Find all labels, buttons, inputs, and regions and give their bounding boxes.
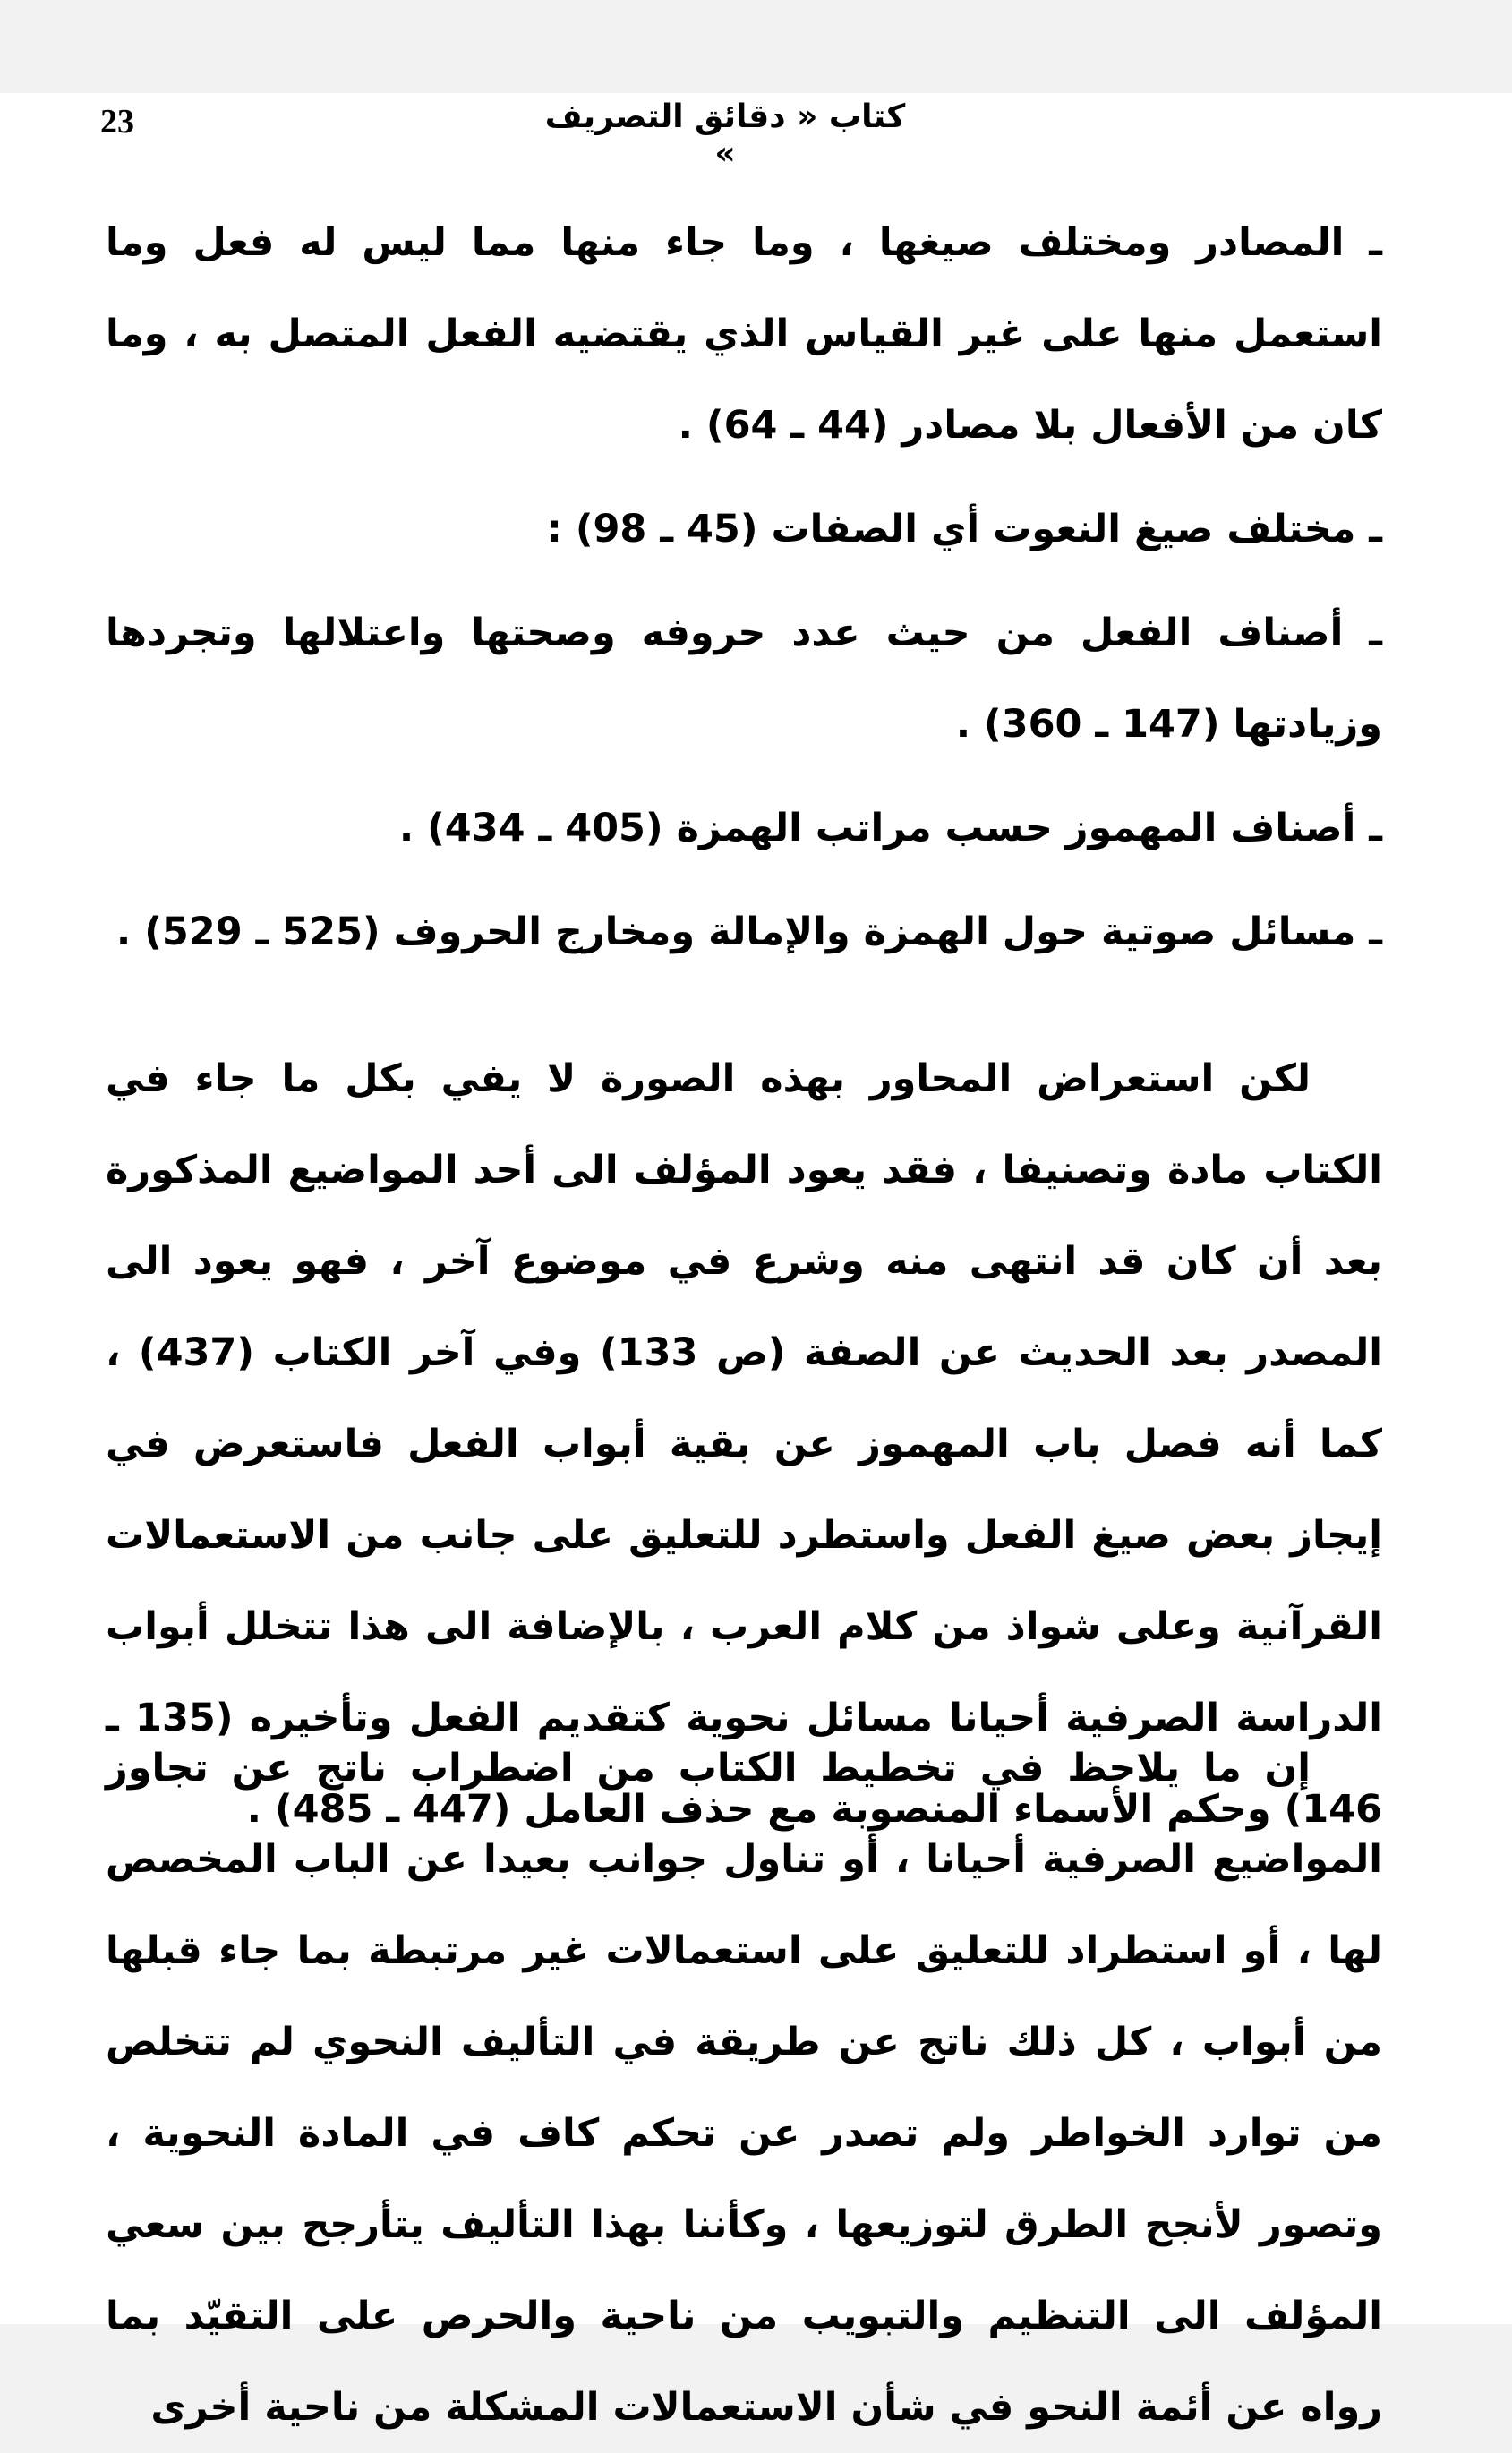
list-item: ـ أصناف الفعل من حيث عدد حروفه وصحتها واعتلالها وتجردها وزيادتها (147 ـ 360) .	[106, 611, 1382, 747]
page-header	[0, 98, 1512, 172]
running-title: كتاب « دقائق التصريف »	[544, 98, 906, 172]
book-page	[0, 93, 1512, 2430]
paragraph: لكن استعراض المحاور بهذه الصورة لا يفي بكل ما جاء في الكتاب مادة وتصنيفا ، فقد يعود المؤلف الى أحد المواضيع المذكورة بعد أن كان قد انتهى منه وشرع في موضوع آخر ، فهو يعود الى المصدر بعد الحديث عن الصفة (ص 133) وفي آخر الكتاب (437) ، كما أنه فصل باب المهموز عن بقية أبواب الفعل فاستعرض في إيجاز بعض صيغ الفعل واستطرد للتعليق على جانب من الاستعمالات القرآنية وعلى شواذ من كلام العرب ، بالإضافة الى هذا تتخلل أبواب الدراسة الصرفية أحيانا مسائل نحوية كتقديم الفعل وتأخيره (135 ـ 146) وحكم الأسماء المنصوبة مع حذف العامل (447 ـ 485) .	[106, 1056, 1383, 1832]
list-item: ـ مسائل صوتية حول الهمزة والإمالة ومخارج الحروف (525 ـ 529) .	[115, 910, 1382, 954]
topic-list	[106, 197, 1382, 978]
paragraph-2-container	[106, 1722, 1382, 2453]
page-number: 23	[100, 103, 134, 141]
list-item: ـ مختلف صيغ النعوت أي الصفات (45 ـ 98) :	[546, 507, 1382, 551]
paragraph: إن ما يلاحظ في تخطيط الكتاب من اضطراب ناتج عن تجاوز المواضيع الصرفية أحيانا ، أو تناول جوانب بعيدا عن الباب المخصص لها ، أو استطراد للتعليق على استعمالات غير مرتبطة بما جاء قبلها من أبواب ، كل ذلك ناتج عن طريقة في التأليف النحوي لم تتخلص من توارد الخواطر ولم تصدر عن تحكم كاف في المادة النحوية ، وتصور لأنجح الطرق لتوزيعها ، وكأننا بهذا التأليف يتأرجح بين سعي المؤلف الى التنظيم والتبويب من ناحية والحرص على التقيّد بما رواه عن أئمة النحو في شأن الاستعمالات المشكلة من ناحية أخرى	[106, 1746, 1382, 2430]
list-item: ـ أصناف المهموز حسب مراتب الهمزة (405 ـ 434) .	[398, 806, 1382, 850]
list-item: ـ المصادر ومختلف صيغها ، وما جاء منها مما ليس له فعل وما استعمل منها على غير القياس الذي يقتضيه الفعل المتصل به ، وما كان من الأفعال بلا مصادر (44 ـ 64) .	[106, 220, 1382, 448]
